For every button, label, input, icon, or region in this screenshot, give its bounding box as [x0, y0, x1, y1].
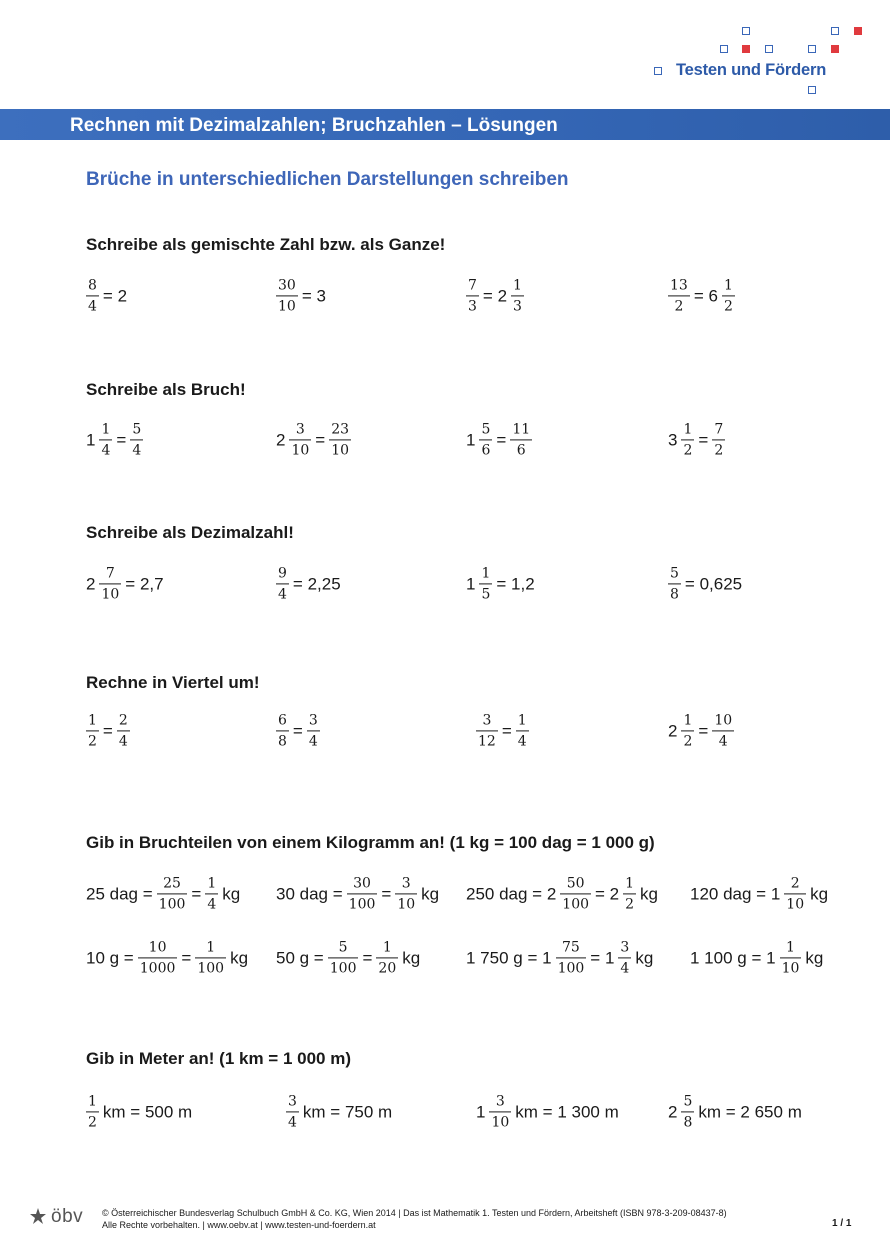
math-item — [666, 712, 736, 749]
fraction — [276, 712, 289, 749]
expression-text: = — [496, 430, 507, 450]
expression-text: 30 dag = — [276, 884, 343, 904]
fraction — [276, 277, 298, 314]
math-item — [84, 875, 242, 912]
numerator: 10 — [712, 712, 734, 731]
fraction — [511, 277, 524, 314]
math-item — [274, 421, 353, 458]
expression-text: = 1 — [590, 948, 615, 968]
logo-square — [765, 45, 773, 53]
numerator: 5 — [681, 1093, 694, 1112]
fraction — [510, 421, 532, 458]
exercise-heading: Schreibe als Bruch! — [86, 380, 246, 399]
expression-text: = 6 — [693, 286, 718, 306]
numerator: 5 — [668, 565, 681, 584]
denominator: 2 — [723, 298, 733, 315]
fraction — [476, 712, 498, 749]
math-item — [84, 939, 250, 976]
fraction — [130, 421, 143, 458]
denominator: 4 — [101, 442, 111, 459]
expression-text: km = 750 m — [302, 1102, 393, 1122]
expression-text: 2 — [668, 721, 678, 741]
numerator: 1 — [681, 421, 694, 440]
math-item — [284, 1093, 394, 1130]
expression-text: = 2,7 — [125, 574, 164, 594]
denominator: 2 — [714, 442, 724, 459]
logo-text: Testen und Fördern — [676, 61, 827, 79]
denominator: 10 — [291, 442, 310, 459]
math-item — [274, 875, 441, 912]
expression-text: 1 100 g = 1 — [690, 948, 776, 968]
expression-text: kg — [805, 948, 824, 968]
denominator: 10 — [786, 896, 805, 913]
fraction — [712, 712, 734, 749]
footer-text — [102, 1207, 727, 1231]
numerator: 23 — [329, 421, 351, 440]
numerator: 13 — [668, 277, 690, 296]
expression-text: kg — [640, 884, 659, 904]
fraction — [784, 875, 806, 912]
expression-text: = 2,25 — [292, 574, 341, 594]
math-item — [666, 1093, 804, 1130]
denominator: 4 — [620, 960, 630, 977]
denominator: 8 — [278, 733, 287, 750]
denominator: 2 — [683, 733, 693, 750]
expression-text: kg — [230, 948, 249, 968]
numerator: 75 — [556, 939, 587, 958]
expression-text: = 0,625 — [684, 574, 743, 594]
math-item — [474, 712, 531, 749]
fraction — [668, 277, 690, 314]
denominator: 4 — [207, 896, 217, 913]
numerator: 1 — [479, 565, 492, 584]
math-item — [464, 421, 534, 458]
numerator: 3 — [395, 875, 417, 894]
fraction — [560, 875, 591, 912]
denominator: 8 — [683, 1114, 693, 1131]
numerator: 5 — [328, 939, 359, 958]
numerator: 1 — [511, 277, 524, 296]
expression-text: = — [181, 948, 192, 968]
numerator: 1 — [86, 712, 99, 731]
numerator: 1 — [376, 939, 398, 958]
expression-text: = 3 — [301, 286, 326, 306]
fraction — [99, 565, 121, 602]
math-item — [84, 1093, 194, 1130]
numerator: 1 — [99, 421, 112, 440]
math-item — [84, 712, 132, 749]
fraction — [329, 421, 351, 458]
fraction — [780, 939, 802, 976]
fraction — [328, 939, 359, 976]
denominator: 100 — [197, 960, 225, 977]
exercise-heading: Rechne in Viertel um! — [86, 673, 260, 692]
fraction — [623, 875, 636, 912]
fraction — [307, 712, 320, 749]
expression-text: = 2 — [482, 286, 508, 306]
math-item — [688, 875, 830, 912]
numerator: 3 — [489, 1093, 511, 1112]
math-item — [474, 1093, 621, 1130]
numerator: 8 — [86, 277, 99, 296]
footer-links: Alle Rechte vorbehalten. | www.oebv.at | www.testen-und-foerdern.at — [102, 1220, 376, 1230]
exercise-heading: Schreibe als gemischte Zahl bzw. als Ganze! — [86, 235, 446, 254]
expression-text: 250 dag = 2 — [466, 884, 557, 904]
expression-text: 25 dag = — [86, 884, 153, 904]
expression-text: = — [292, 721, 303, 741]
denominator: 4 — [118, 733, 128, 750]
fraction — [276, 565, 289, 602]
fraction — [681, 712, 694, 749]
fraction — [681, 421, 694, 458]
fraction — [712, 421, 725, 458]
denominator: 10 — [101, 586, 120, 603]
numerator: 5 — [479, 421, 492, 440]
math-item — [464, 875, 660, 912]
denominator: 6 — [516, 442, 526, 459]
expression-text: kg — [421, 884, 440, 904]
numerator: 1 — [681, 712, 694, 731]
publisher-logo-text: öbv — [51, 1206, 84, 1227]
math-item — [274, 939, 422, 976]
fraction — [376, 939, 398, 976]
fraction — [117, 712, 130, 749]
numerator: 3 — [289, 421, 311, 440]
fraction — [516, 712, 529, 749]
expression-text: = 1,2 — [496, 574, 535, 594]
fraction — [195, 939, 226, 976]
expression-text: = — [191, 884, 202, 904]
expression-text: kg — [810, 884, 829, 904]
expression-text: = — [698, 721, 709, 741]
denominator: 4 — [517, 733, 527, 750]
math-item — [666, 565, 744, 602]
expression-text: = — [315, 430, 326, 450]
fraction — [157, 875, 188, 912]
numerator: 11 — [510, 421, 532, 440]
logo-square — [854, 27, 862, 35]
denominator: 10 — [397, 896, 416, 913]
expression-text: 1 — [466, 574, 476, 594]
numerator: 1 — [623, 875, 636, 894]
logo-square — [831, 45, 839, 53]
expression-text: 120 dag = 1 — [690, 884, 781, 904]
denominator: 4 — [278, 586, 287, 603]
numerator: 3 — [307, 712, 320, 731]
math-item — [464, 277, 526, 314]
logo — [648, 22, 878, 102]
denominator: 100 — [158, 896, 186, 913]
fraction — [86, 712, 99, 749]
numerator: 3 — [476, 712, 498, 731]
denominator: 3 — [468, 298, 477, 315]
expression-text: = 2 — [102, 286, 128, 306]
numerator: 10 — [138, 939, 178, 958]
fraction — [479, 565, 492, 602]
expression-text: 1 — [86, 430, 96, 450]
numerator: 3 — [286, 1093, 299, 1112]
expression-text: = — [362, 948, 373, 968]
numerator: 25 — [157, 875, 188, 894]
denominator: 100 — [557, 960, 585, 977]
denominator: 4 — [718, 733, 728, 750]
logo-square — [720, 45, 728, 53]
math-item — [84, 421, 145, 458]
expression-text: 2 — [668, 1102, 678, 1122]
math-item — [274, 565, 343, 602]
fraction — [86, 277, 99, 314]
expression-text: 50 g = — [276, 948, 324, 968]
expression-text: 1 — [466, 430, 476, 450]
logo-square — [742, 45, 750, 53]
math-item — [464, 939, 655, 976]
fraction — [668, 565, 681, 602]
fraction — [395, 875, 417, 912]
logo-square — [654, 67, 662, 75]
denominator: 10 — [781, 960, 800, 977]
denominator: 2 — [88, 1114, 97, 1131]
math-item — [464, 565, 537, 602]
math-item — [688, 939, 825, 976]
logo-square — [831, 27, 839, 35]
fraction — [681, 1093, 694, 1130]
denominator: 2 — [625, 896, 635, 913]
denominator: 5 — [481, 586, 491, 603]
numerator: 5 — [130, 421, 143, 440]
title-banner — [0, 109, 890, 140]
expression-text: km = 1 300 m — [515, 1102, 619, 1122]
denominator: 8 — [670, 586, 679, 603]
logo-square — [808, 86, 816, 94]
denominator: 10 — [331, 442, 350, 459]
expression-text: = — [501, 721, 512, 741]
expression-text: km = 500 m — [102, 1102, 193, 1122]
math-item — [84, 277, 129, 314]
expression-text: 2 — [86, 574, 96, 594]
fraction — [722, 277, 735, 314]
denominator: 4 — [288, 1114, 297, 1131]
fraction — [479, 421, 492, 458]
numerator: 7 — [466, 277, 479, 296]
star-icon — [28, 1207, 48, 1225]
logo-square — [808, 45, 816, 53]
denominator: 2 — [683, 442, 693, 459]
numerator: 1 — [722, 277, 735, 296]
numerator: 1 — [205, 875, 218, 894]
numerator: 6 — [276, 712, 289, 731]
expression-text: 10 g = — [86, 948, 134, 968]
fraction — [618, 939, 631, 976]
footer-copyright: © Österreichischer Bundesverlag Schulbuch GmbH & Co. KG, Wien 2014 | Das ist Mathematik 1. Testen und Fördern, Arbeitsheft (ISBN 978-3-209-08437-8) — [102, 1208, 727, 1218]
publisher-logo — [28, 1206, 83, 1228]
numerator: 30 — [347, 875, 378, 894]
numerator: 1 — [86, 1093, 99, 1112]
fraction — [205, 875, 218, 912]
denominator: 12 — [478, 733, 496, 750]
page-title: Rechnen mit Dezimalzahlen; Bruchzahlen – Lösungen — [70, 115, 558, 136]
fraction — [466, 277, 479, 314]
expression-text: = 2 — [595, 884, 620, 904]
expression-text: km = 2 650 m — [698, 1102, 802, 1122]
fraction — [347, 875, 378, 912]
expression-text: 1 750 g = 1 — [466, 948, 552, 968]
numerator: 3 — [618, 939, 631, 958]
denominator: 100 — [348, 896, 376, 913]
fraction — [99, 421, 112, 458]
fraction — [289, 421, 311, 458]
math-item — [274, 712, 322, 749]
denominator: 2 — [88, 733, 97, 750]
expression-text: = — [698, 430, 709, 450]
math-item — [84, 565, 166, 602]
expression-text: 3 — [668, 430, 678, 450]
numerator: 1 — [195, 939, 226, 958]
exercise-heading: Gib in Meter an! (1 km = 1 000 m) — [86, 1049, 352, 1068]
denominator: 2 — [674, 298, 684, 315]
expression-text: 2 — [276, 430, 286, 450]
math-item — [666, 277, 737, 314]
section-title: Brüche in unterschiedlichen Darstellungen schreiben — [86, 169, 569, 190]
fraction — [138, 939, 178, 976]
fraction — [86, 1093, 99, 1130]
exercise-heading: Gib in Bruchteilen von einem Kilogramm an! (1 kg = 100 dag = 1 000 g) — [86, 833, 655, 852]
numerator: 2 — [117, 712, 130, 731]
numerator: 2 — [784, 875, 806, 894]
denominator: 1000 — [139, 960, 176, 977]
denominator: 4 — [132, 442, 142, 459]
page-number: 1 / 1 — [832, 1218, 852, 1229]
expression-text: kg — [222, 884, 241, 904]
math-item — [666, 421, 727, 458]
expression-text: kg — [635, 948, 654, 968]
expression-text: = — [102, 721, 113, 741]
fraction — [489, 1093, 511, 1130]
denominator: 10 — [278, 298, 296, 315]
denominator: 20 — [378, 960, 397, 977]
exercise-heading: Schreibe als Dezimalzahl! — [86, 523, 294, 542]
logo-square — [742, 27, 750, 35]
numerator: 7 — [712, 421, 725, 440]
denominator: 6 — [481, 442, 491, 459]
numerator: 7 — [99, 565, 121, 584]
expression-text: kg — [402, 948, 421, 968]
numerator: 1 — [516, 712, 529, 731]
math-item — [274, 277, 328, 314]
denominator: 100 — [329, 960, 357, 977]
numerator: 30 — [276, 277, 298, 296]
numerator: 9 — [276, 565, 289, 584]
numerator: 50 — [560, 875, 591, 894]
expression-text: 1 — [476, 1102, 486, 1122]
denominator: 3 — [513, 298, 522, 315]
expression-text: = — [116, 430, 127, 450]
numerator: 1 — [780, 939, 802, 958]
denominator: 10 — [491, 1114, 510, 1131]
denominator: 4 — [308, 733, 318, 750]
fraction — [556, 939, 587, 976]
expression-text: = — [381, 884, 392, 904]
fraction — [286, 1093, 299, 1130]
denominator: 100 — [562, 896, 590, 913]
denominator: 4 — [88, 298, 97, 315]
